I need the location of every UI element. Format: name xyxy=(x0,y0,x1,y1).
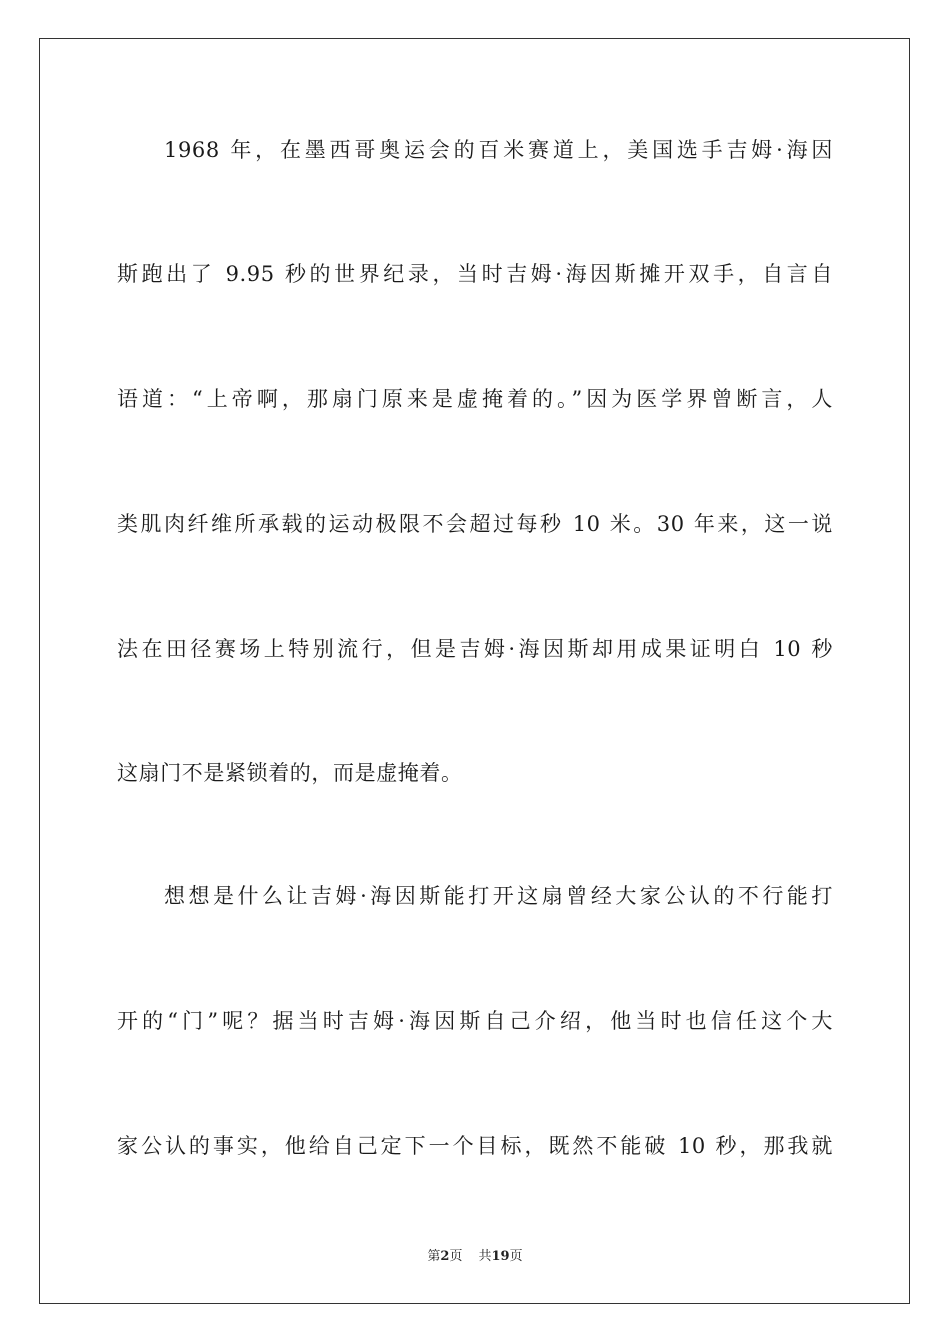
paragraph-1-line-2: 斯跑出了 9.95 秒的世界纪录，当时吉姆·海因斯摊开双手，自言自 xyxy=(117,262,833,286)
paragraph-2-line-3: 家公认的事实，他给自己定下一个目标，既然不能破 10 秒，那我就 xyxy=(117,1134,833,1158)
total-prefix: 共 xyxy=(478,1249,492,1264)
paragraph-1-line-3: 语道：“上帝啊，那扇门原来是虚掩着的。”因为医学界曾断言，人 xyxy=(117,387,833,411)
paragraph-2-line-2: 开的“门”呢？据当时吉姆·海因斯自己介绍，他当时也信任这个大 xyxy=(117,1009,833,1033)
total-suffix: 页 xyxy=(509,1249,523,1264)
page-border xyxy=(39,38,910,1304)
page-prefix: 第 xyxy=(427,1249,441,1264)
page-footer xyxy=(0,1249,950,1265)
page-suffix: 页 xyxy=(449,1249,463,1264)
paragraph-2-line-1: 想想是什么让吉姆·海因斯能打开这扇曾经大家公认的不行能打 xyxy=(164,884,833,908)
paragraph-1-line-4: 类肌肉纤维所承载的运动极限不会超过每秒 10 米。30 年来，这一说 xyxy=(117,512,833,536)
total-pages: 19 xyxy=(491,1249,510,1264)
paragraph-1-line-5: 法在田径赛场上特别流行，但是吉姆·海因斯却用成果证明白 10 秒 xyxy=(117,637,833,661)
paragraph-1-line-1: 1968 年，在墨西哥奥运会的百米赛道上，美国选手吉姆·海因 xyxy=(164,138,833,162)
paragraph-1-line-6: 这扇门不是紧锁着的，而是虚掩着。 xyxy=(117,761,463,785)
page-number: 2 xyxy=(440,1249,450,1264)
